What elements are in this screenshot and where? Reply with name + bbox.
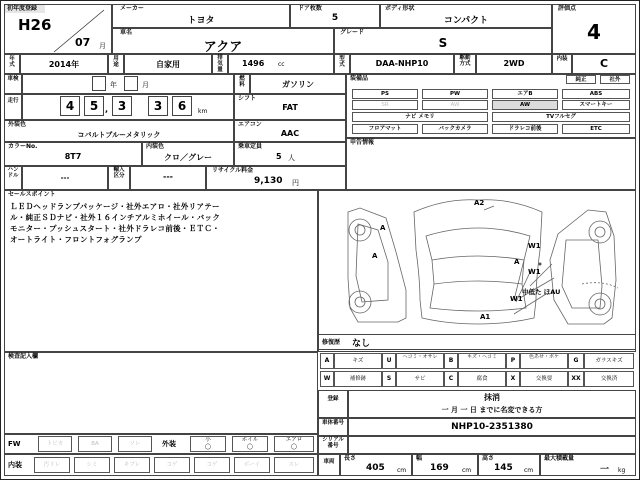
mark-a-left: A bbox=[380, 224, 386, 232]
exterior-label: 外装 bbox=[162, 440, 176, 448]
aircon-label: エアコン bbox=[238, 121, 262, 128]
exterior-item-mark: ◯ bbox=[246, 444, 254, 450]
drive-value: 2WD bbox=[503, 59, 525, 68]
grade-score-value: 4 bbox=[587, 20, 601, 44]
interior-item: コゲ bbox=[154, 457, 190, 473]
registration-month: 07 bbox=[75, 36, 91, 49]
shift-label: シフト bbox=[238, 95, 257, 102]
inspection-month-cell bbox=[124, 76, 138, 91]
exterior-color-label: 外装色 bbox=[8, 121, 27, 128]
capacity-value: 5 bbox=[276, 152, 282, 161]
sales-points-line: ル・純正ＳＤナビ・社外１６インチアルミホイール・バック bbox=[10, 213, 221, 222]
equip-aw-genuine: AW bbox=[422, 100, 488, 110]
import-label: 輸入区分 bbox=[113, 167, 125, 179]
exterior-item-label: 小 bbox=[205, 437, 211, 443]
mark-a1: A1 bbox=[480, 313, 491, 321]
equip-navi-memory: ナビ メモリ bbox=[352, 112, 488, 122]
dimensions-label: 車両 bbox=[323, 459, 335, 465]
interior-label: 内装 bbox=[556, 56, 568, 62]
chassis-label: 車体番号 bbox=[321, 420, 344, 426]
inspection-year-unit: 年 bbox=[110, 81, 117, 89]
registration-label: 登録 bbox=[327, 396, 339, 402]
legend-desc: 腐食 bbox=[458, 371, 506, 387]
width-label: 幅 bbox=[416, 455, 423, 462]
name-change-deadline: 一 月 一 日 までに名変できる方 bbox=[441, 406, 543, 414]
equip-smart-key: スマートキー bbox=[562, 100, 630, 110]
recycle-label: リサイクル料金 bbox=[212, 167, 254, 174]
height-unit: cm bbox=[524, 467, 534, 474]
odometer-digit-1: 4 bbox=[65, 99, 75, 113]
mark-w1-top: W1 bbox=[528, 242, 541, 250]
equipment-label: 装備品 bbox=[350, 75, 369, 82]
interior-color-value: クロ／グレー bbox=[164, 153, 212, 162]
serial-box bbox=[348, 436, 636, 454]
car-name-value: アクア bbox=[203, 40, 243, 55]
grade-name-label: グレード bbox=[340, 29, 365, 36]
capacity-unit: 人 bbox=[288, 154, 295, 162]
interior-color-label: 内装色 bbox=[146, 143, 165, 150]
recycle-unit: 円 bbox=[292, 179, 299, 187]
interior-item: キブレ bbox=[114, 457, 150, 473]
fuel-value: ガソリン bbox=[282, 80, 314, 89]
equip-floor-mat: フロアマット bbox=[352, 124, 418, 134]
displacement-value: 1496 bbox=[242, 59, 265, 68]
model-label: 型式 bbox=[339, 56, 345, 68]
exterior-item-mark: ◯ bbox=[290, 444, 298, 450]
year-value: 2014年 bbox=[48, 60, 80, 69]
equip-dashcam: ドラレコ前後 bbox=[492, 124, 558, 134]
mark-note: 中低た ほAU bbox=[522, 288, 561, 296]
legend-desc: サビ bbox=[396, 371, 444, 387]
mark-a2: A2 bbox=[474, 199, 485, 207]
import-value: --- bbox=[163, 172, 173, 181]
length-label: 長さ bbox=[344, 455, 357, 462]
equip-ps: PS bbox=[352, 89, 418, 99]
exterior-item-wheel bbox=[232, 436, 268, 452]
height-label: 高さ bbox=[482, 455, 495, 462]
inspection-label: 車検 bbox=[7, 76, 19, 82]
interior-score-value: C bbox=[599, 57, 609, 70]
repair-history-label: 修復歴 bbox=[322, 339, 341, 346]
grade-name-value: S bbox=[438, 36, 448, 50]
legend-code: P bbox=[506, 353, 520, 369]
max-load-unit: kg bbox=[618, 467, 626, 474]
exterior-item-mark: ◯ bbox=[204, 444, 212, 450]
legend-desc: キズ・ヘコミ bbox=[458, 353, 506, 369]
legend-code: G bbox=[568, 353, 584, 369]
legend-desc: 補修跡 bbox=[334, 371, 382, 387]
registration-status: 抹消 bbox=[484, 393, 500, 402]
odometer-digit-2: 5 bbox=[89, 99, 99, 113]
legend-desc: 色あせ・ボケ bbox=[520, 353, 568, 369]
interior-item: スレ bbox=[274, 457, 314, 473]
capacity-label: 乗車定員 bbox=[238, 143, 263, 150]
mark-w1-mid: W1 bbox=[528, 268, 541, 276]
mark-w1-low: W1 bbox=[510, 295, 523, 303]
legend-code: S bbox=[382, 371, 396, 387]
report-label: 申告情報 bbox=[350, 139, 375, 146]
dimensions-label-box bbox=[318, 454, 340, 476]
car-name-label: 車名 bbox=[120, 29, 133, 36]
fw-item: BA bbox=[78, 436, 112, 452]
month-unit: 月 bbox=[99, 42, 106, 50]
odometer-digit-4: 3 bbox=[153, 99, 163, 113]
equip-tv-fullseg: TVフルセグ bbox=[492, 112, 630, 122]
body-type-value: コンパクト bbox=[443, 16, 489, 26]
km-unit: km bbox=[198, 108, 208, 115]
legend-desc: 交換済 bbox=[584, 371, 634, 387]
height-value: 145 bbox=[494, 463, 513, 473]
sales-points-line: モニター・プッシュスタート・社外ドラレコ前後・ＥＴＣ・ bbox=[10, 224, 220, 233]
maker-value: トヨタ bbox=[187, 16, 215, 26]
use-label: 用途 bbox=[113, 56, 119, 68]
interior-item: 汚リレ bbox=[34, 457, 70, 473]
registration-era: H26 bbox=[18, 16, 52, 34]
report-box bbox=[346, 138, 636, 190]
exterior-item-label: エアロ bbox=[285, 437, 303, 443]
car-diagram bbox=[318, 190, 636, 350]
legend-desc: キズ bbox=[334, 353, 382, 369]
equip-sr: SR bbox=[352, 100, 418, 110]
mark-a-left-lower: A bbox=[372, 252, 378, 260]
fw-label: FW bbox=[8, 440, 21, 448]
body-type-label: ボディ形状 bbox=[385, 5, 415, 12]
legend-code: W bbox=[320, 371, 334, 387]
width-value: 169 bbox=[430, 463, 449, 473]
doors-value: 5 bbox=[331, 13, 339, 23]
handle-value: --- bbox=[60, 174, 70, 182]
recycle-value: 9,130 bbox=[254, 176, 283, 186]
width-unit: cm bbox=[462, 467, 472, 474]
odometer-digit-3: 3 bbox=[117, 99, 127, 113]
model-value: DAA-NHP10 bbox=[375, 59, 429, 68]
odometer-label: 走行 bbox=[7, 98, 19, 104]
sales-points-line: オートライト・フロントフォグランプ bbox=[10, 235, 142, 244]
mark-a-right: A bbox=[514, 258, 520, 266]
legend-code: X bbox=[506, 371, 520, 387]
color-number-value: 8T7 bbox=[64, 152, 82, 161]
first-registration-label: 初年度登録 bbox=[7, 5, 38, 12]
legend-code: C bbox=[444, 371, 458, 387]
exterior-item-label: ホイル bbox=[241, 437, 259, 443]
max-load-value: 一 bbox=[600, 465, 610, 475]
inspection-month-unit: 月 bbox=[142, 81, 149, 89]
exterior-item-small bbox=[190, 436, 226, 452]
sales-points-label: セールスポイント bbox=[8, 191, 56, 198]
interior-item: シミ bbox=[74, 457, 110, 473]
serial-label: シリアル番号 bbox=[322, 437, 344, 449]
interior-item: コゲ bbox=[194, 457, 230, 473]
fw-item: トビカ bbox=[38, 436, 72, 452]
comma: , bbox=[105, 105, 109, 114]
registration-label-box bbox=[318, 390, 348, 418]
handle-label: ハンドル bbox=[7, 167, 19, 179]
max-load-label: 最大積載量 bbox=[544, 455, 575, 462]
length-unit: cm bbox=[397, 467, 407, 474]
equip-abs: ABS bbox=[562, 89, 630, 99]
sales-points-text bbox=[10, 201, 220, 245]
grade-score-label: 評価点 bbox=[558, 5, 577, 12]
year-label: 年式 bbox=[9, 56, 15, 68]
equip-etc: ETC bbox=[562, 124, 630, 134]
legend-desc: ヘコミ・オサレ bbox=[396, 353, 444, 369]
use-value: 自家用 bbox=[156, 60, 180, 69]
divider-slash bbox=[4, 4, 112, 54]
exterior-color-value: コバルトブルーメタリック bbox=[77, 131, 161, 139]
legend-desc: 交換要 bbox=[520, 371, 568, 387]
drive-label: 駆動方式 bbox=[459, 55, 471, 67]
legend-code: A bbox=[320, 353, 334, 369]
odometer-digit-5: 6 bbox=[177, 99, 187, 113]
maker-label: メーカー bbox=[120, 5, 144, 12]
length-value: 405 bbox=[366, 463, 385, 473]
equip-pw: PW bbox=[422, 89, 488, 99]
chassis-number: NHP10-2351380 bbox=[451, 422, 533, 432]
legend-code: XX bbox=[568, 371, 584, 387]
fw-item: ソレ bbox=[118, 436, 152, 452]
interior-item: ボーイ bbox=[234, 457, 270, 473]
aftermarket-badge: 社外 bbox=[600, 75, 630, 84]
cc-unit: cc bbox=[278, 61, 285, 68]
inspection-year-cell bbox=[92, 76, 106, 91]
shift-value: FAT bbox=[282, 103, 298, 112]
inspector-notes-label: 検査記入欄 bbox=[8, 353, 39, 360]
sales-points-line: ＬＥＤヘッドランプパッケージ・社外エアロ・社外リアテー bbox=[10, 202, 220, 211]
equip-back-camera: バックカメラ bbox=[422, 124, 488, 134]
interior-row-label: 内装 bbox=[8, 461, 22, 469]
doors-label: ドア枚数 bbox=[298, 5, 322, 12]
equip-aw: AW bbox=[492, 100, 558, 110]
fuel-label: 燃料 bbox=[239, 76, 245, 88]
repair-history-value: なし bbox=[352, 339, 371, 349]
genuine-badge: 純正 bbox=[566, 75, 596, 84]
legend-desc: ガラスキズ bbox=[584, 353, 634, 369]
aircon-value: AAC bbox=[280, 129, 300, 138]
color-number-label: カラーNo. bbox=[8, 143, 38, 150]
inspector-notes-box bbox=[4, 352, 318, 434]
equip-airbag: エアB bbox=[492, 89, 558, 99]
legend-code: U bbox=[382, 353, 396, 369]
displacement-label: 排気量 bbox=[217, 55, 223, 73]
legend-code: B bbox=[444, 353, 458, 369]
exterior-item-aero bbox=[274, 436, 314, 452]
